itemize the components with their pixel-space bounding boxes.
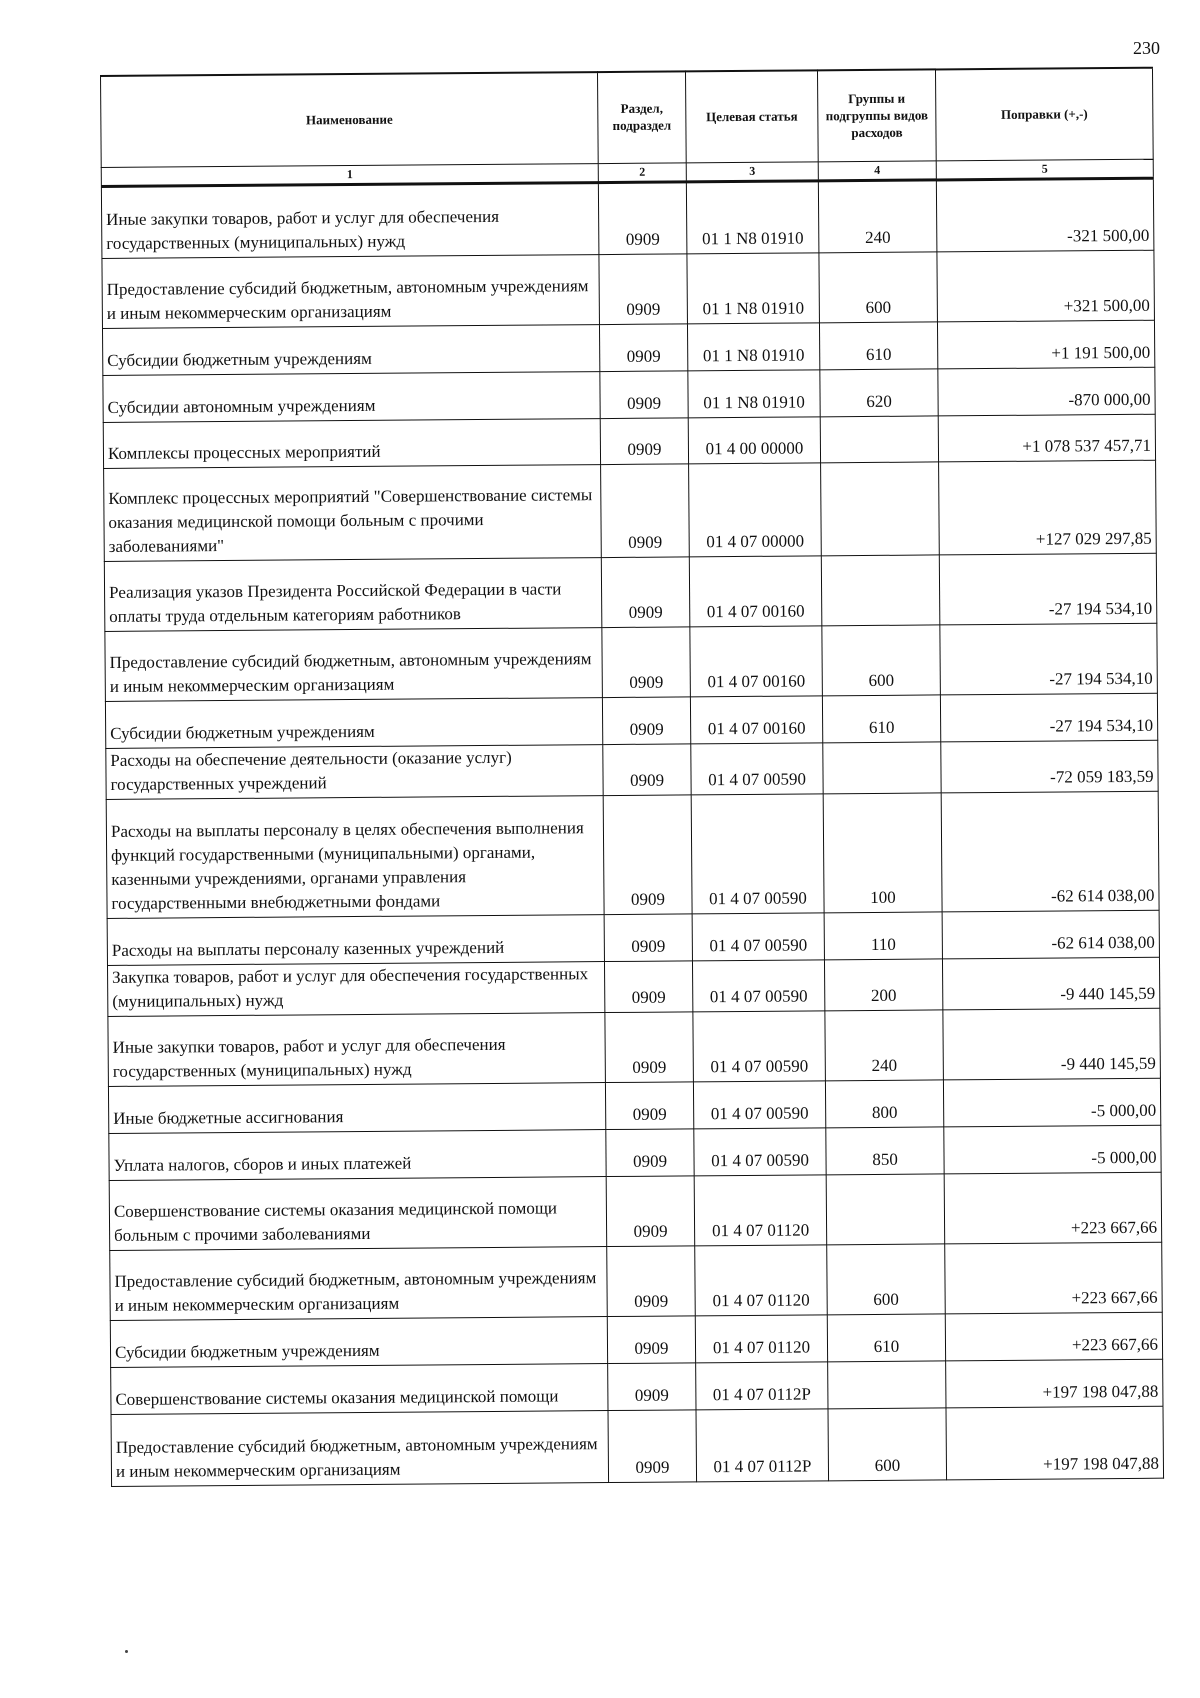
row-name-cell: Субсидии бюджетным учреждениям <box>110 1317 607 1368</box>
row-section-cell: 0909 <box>601 557 690 628</box>
row-amount-cell: +197 198 047,88 <box>946 1359 1163 1408</box>
row-group-cell: 620 <box>820 369 938 417</box>
row-amount-cell: -9 440 145,59 <box>943 1008 1161 1080</box>
row-section-cell: 0909 <box>604 961 692 1013</box>
row-name-cell: Комплексы процессных мероприятий <box>103 419 600 469</box>
row-name-cell: Расходы на выплаты персоналу казенных учреждений <box>107 915 604 966</box>
header-amount: Поправки (+,-) <box>935 68 1153 161</box>
header-target: Целевая статья <box>685 70 818 163</box>
row-name-cell: Совершенствование системы оказания медицинской помощи больным с прочими заболеваниями <box>109 1177 607 1251</box>
row-section-cell: 0909 <box>605 1012 694 1083</box>
row-group-cell: 240 <box>825 1010 944 1081</box>
header-row <box>101 68 1154 168</box>
row-name-cell: Иные закупки товаров, работ и услуг для обеспечения государственных (муниципальных) нужд <box>101 183 599 259</box>
table-row <box>109 1172 1162 1250</box>
row-section-cell: 0909 <box>607 1316 695 1364</box>
row-group-cell <box>820 416 938 463</box>
row-section-cell: 0909 <box>605 1082 693 1130</box>
header-group: Группы и подгруппы видов расходов <box>817 69 936 161</box>
row-group-cell: 600 <box>822 625 941 696</box>
row-amount-cell: -870 000,00 <box>938 367 1155 416</box>
header-name: Наименование <box>101 72 599 167</box>
row-name-cell: Предоставление субсидий бюджетным, автономным учреждениям и иным некоммерческим организациям <box>111 1411 609 1487</box>
row-section-cell: 0909 <box>600 371 688 419</box>
row-name-cell: Субсидии автономным учреждениям <box>103 372 600 423</box>
table-row <box>109 1125 1161 1180</box>
row-group-cell: 850 <box>826 1127 944 1175</box>
row-target-cell: 01 1 N8 01910 <box>688 370 820 418</box>
row-amount-cell: +321 500,00 <box>937 250 1155 322</box>
table-row <box>111 1406 1164 1486</box>
budget-sheet <box>100 67 1163 1487</box>
row-amount-cell: -27 194 534,10 <box>940 693 1157 742</box>
row-section-cell: 0909 <box>603 744 691 796</box>
row-section-cell: 0909 <box>598 182 687 255</box>
row-name-cell: Субсидии бюджетным учреждениям <box>105 698 602 749</box>
column-number: 5 <box>936 159 1153 180</box>
row-name-cell: Иные бюджетные ассигнования <box>108 1083 605 1134</box>
row-amount-cell: -27 194 534,10 <box>940 623 1158 695</box>
scan-dot <box>125 1650 128 1653</box>
table-row <box>106 740 1158 799</box>
row-target-cell: 01 4 07 00160 <box>689 556 822 627</box>
row-section-cell: 0909 <box>599 324 687 372</box>
row-name-cell: Закупка товаров, работ и услуг для обеспечения государственных (муниципальных) нужд <box>107 962 604 1017</box>
row-target-cell: 01 4 07 0112P <box>696 1362 828 1410</box>
row-target-cell: 01 4 07 01120 <box>695 1245 828 1316</box>
table-row <box>101 178 1154 258</box>
row-amount-cell: +127 029 297,85 <box>939 460 1157 555</box>
row-target-cell: 01 4 07 00590 <box>691 794 824 914</box>
column-number: 3 <box>686 162 818 182</box>
table-row <box>104 460 1157 561</box>
row-amount-cell: -62 614 038,00 <box>942 910 1159 959</box>
table-row <box>104 553 1157 631</box>
row-section-cell: 0909 <box>599 254 688 325</box>
row-name-cell: Комплекс процессных мероприятий "Совершенствование системы оказания медицинской помощи больным с прочими заболеваниями" <box>104 465 602 562</box>
table-row <box>106 791 1159 918</box>
row-group-cell: 610 <box>819 322 937 370</box>
row-group-cell: 240 <box>818 180 937 253</box>
column-number: 2 <box>598 163 686 183</box>
row-section-cell: 0909 <box>607 1246 696 1317</box>
table-body <box>101 178 1163 1486</box>
row-amount-cell: +223 667,66 <box>945 1312 1162 1361</box>
column-number: 1 <box>101 164 598 187</box>
row-amount-cell: +197 198 047,88 <box>946 1406 1164 1480</box>
row-target-cell: 01 4 07 00000 <box>689 463 822 557</box>
row-name-cell: Иные закупки товаров, работ и услуг для обеспечения государственных (муниципальных) нужд <box>108 1013 606 1087</box>
table-row <box>105 693 1157 748</box>
row-group-cell: 100 <box>823 793 942 913</box>
table-row <box>103 367 1155 422</box>
row-section-cell: 0909 <box>608 1363 696 1411</box>
row-amount-cell: -72 059 183,59 <box>941 740 1158 793</box>
row-amount-cell: -27 194 534,10 <box>939 553 1157 625</box>
table-row <box>103 414 1155 468</box>
row-group-cell: 600 <box>819 252 938 323</box>
row-section-cell: 0909 <box>603 795 692 915</box>
row-target-cell: 01 4 07 01120 <box>694 1175 827 1246</box>
row-target-cell: 01 4 07 00590 <box>692 913 824 961</box>
table-row <box>105 623 1158 701</box>
row-group-cell: 110 <box>824 912 942 960</box>
row-amount-cell: +223 667,66 <box>944 1172 1162 1244</box>
row-target-cell: 01 1 N8 01910 <box>687 323 819 371</box>
row-target-cell: 01 4 00 00000 <box>688 417 820 464</box>
table-row <box>107 957 1159 1016</box>
budget-amendments-table <box>100 67 1164 1487</box>
row-name-cell: Реализация указов Президента Российской Федерации в части оплаты труда отдельным категориям работников <box>104 558 602 632</box>
table-row <box>107 910 1159 965</box>
row-name-cell: Предоставление субсидий бюджетным, автономным учреждениям и иным некоммерческим организациям <box>102 255 600 329</box>
row-name-cell: Совершенствование системы оказания медицинской помощи <box>111 1364 608 1415</box>
table-row <box>111 1359 1163 1414</box>
row-target-cell: 01 4 07 00590 <box>693 1011 826 1082</box>
row-target-cell: 01 1 N8 01910 <box>686 181 819 254</box>
row-target-cell: 01 4 07 0112P <box>696 1409 829 1482</box>
row-section-cell: 0909 <box>604 914 692 962</box>
row-target-cell: 01 4 07 00160 <box>690 696 822 744</box>
row-section-cell: 0909 <box>608 1410 697 1483</box>
row-name-cell: Предоставление субсидий бюджетным, автономным учреждениям и иным некоммерческим организациям <box>105 628 603 702</box>
table-row <box>102 320 1154 375</box>
table-row <box>110 1242 1163 1320</box>
row-amount-cell: +1 078 537 457,71 <box>938 414 1155 462</box>
row-section-cell: 0909 <box>606 1129 694 1177</box>
row-group-cell: 800 <box>825 1080 943 1128</box>
table-row <box>102 250 1155 328</box>
table-row <box>108 1008 1161 1086</box>
row-name-cell: Расходы на выплаты персоналу в целях обеспечения выполнения функций государственными (муниципальными) органами, казенными учреждениями, органами управления государственными внебюджетными фондами <box>106 796 604 919</box>
row-amount-cell: -9 440 145,59 <box>942 957 1159 1010</box>
row-target-cell: 01 1 N8 01910 <box>687 253 820 324</box>
row-target-cell: 01 4 07 00590 <box>692 960 824 1012</box>
row-name-cell: Расходы на обеспечение деятельности (оказание услуг) государственных учреждений <box>106 745 603 800</box>
row-group-cell <box>821 555 940 626</box>
row-amount-cell: -5 000,00 <box>944 1125 1161 1174</box>
row-section-cell: 0909 <box>602 627 691 698</box>
row-section-cell: 0909 <box>601 464 690 558</box>
row-target-cell: 01 4 07 00590 <box>693 1081 825 1129</box>
row-group-cell <box>823 742 941 794</box>
table-row <box>110 1312 1162 1367</box>
row-amount-cell: -321 500,00 <box>936 178 1154 252</box>
row-amount-cell: +223 667,66 <box>945 1242 1163 1314</box>
row-section-cell: 0909 <box>600 418 688 465</box>
row-group-cell <box>826 1174 945 1245</box>
column-number: 4 <box>818 161 936 181</box>
row-name-cell: Предоставление субсидий бюджетным, автономным учреждениям и иным некоммерческим организациям <box>110 1247 608 1321</box>
page-number: 230 <box>1133 38 1160 58</box>
row-group-cell: 600 <box>828 1408 947 1481</box>
row-group-cell <box>821 462 940 556</box>
row-target-cell: 01 4 07 00160 <box>690 626 823 697</box>
row-group-cell: 200 <box>824 959 942 1011</box>
row-target-cell: 01 4 07 01120 <box>695 1315 827 1363</box>
table-row <box>108 1078 1160 1133</box>
row-section-cell: 0909 <box>606 1176 695 1247</box>
row-group-cell: 600 <box>827 1244 946 1315</box>
row-group-cell: 610 <box>822 695 940 743</box>
row-group-cell <box>828 1361 946 1409</box>
row-amount-cell: +1 191 500,00 <box>937 320 1154 369</box>
row-amount-cell: -5 000,00 <box>943 1078 1160 1127</box>
row-name-cell: Уплата налогов, сборов и иных платежей <box>109 1130 606 1181</box>
row-name-cell: Субсидии бюджетным учреждениям <box>102 325 599 376</box>
row-target-cell: 01 4 07 00590 <box>691 743 823 795</box>
row-amount-cell: -62 614 038,00 <box>941 791 1159 912</box>
row-group-cell: 610 <box>827 1314 945 1362</box>
table-header <box>101 68 1154 187</box>
row-section-cell: 0909 <box>602 697 690 745</box>
header-section: Раздел, подраздел <box>597 71 686 163</box>
row-target-cell: 01 4 07 00590 <box>694 1128 826 1176</box>
